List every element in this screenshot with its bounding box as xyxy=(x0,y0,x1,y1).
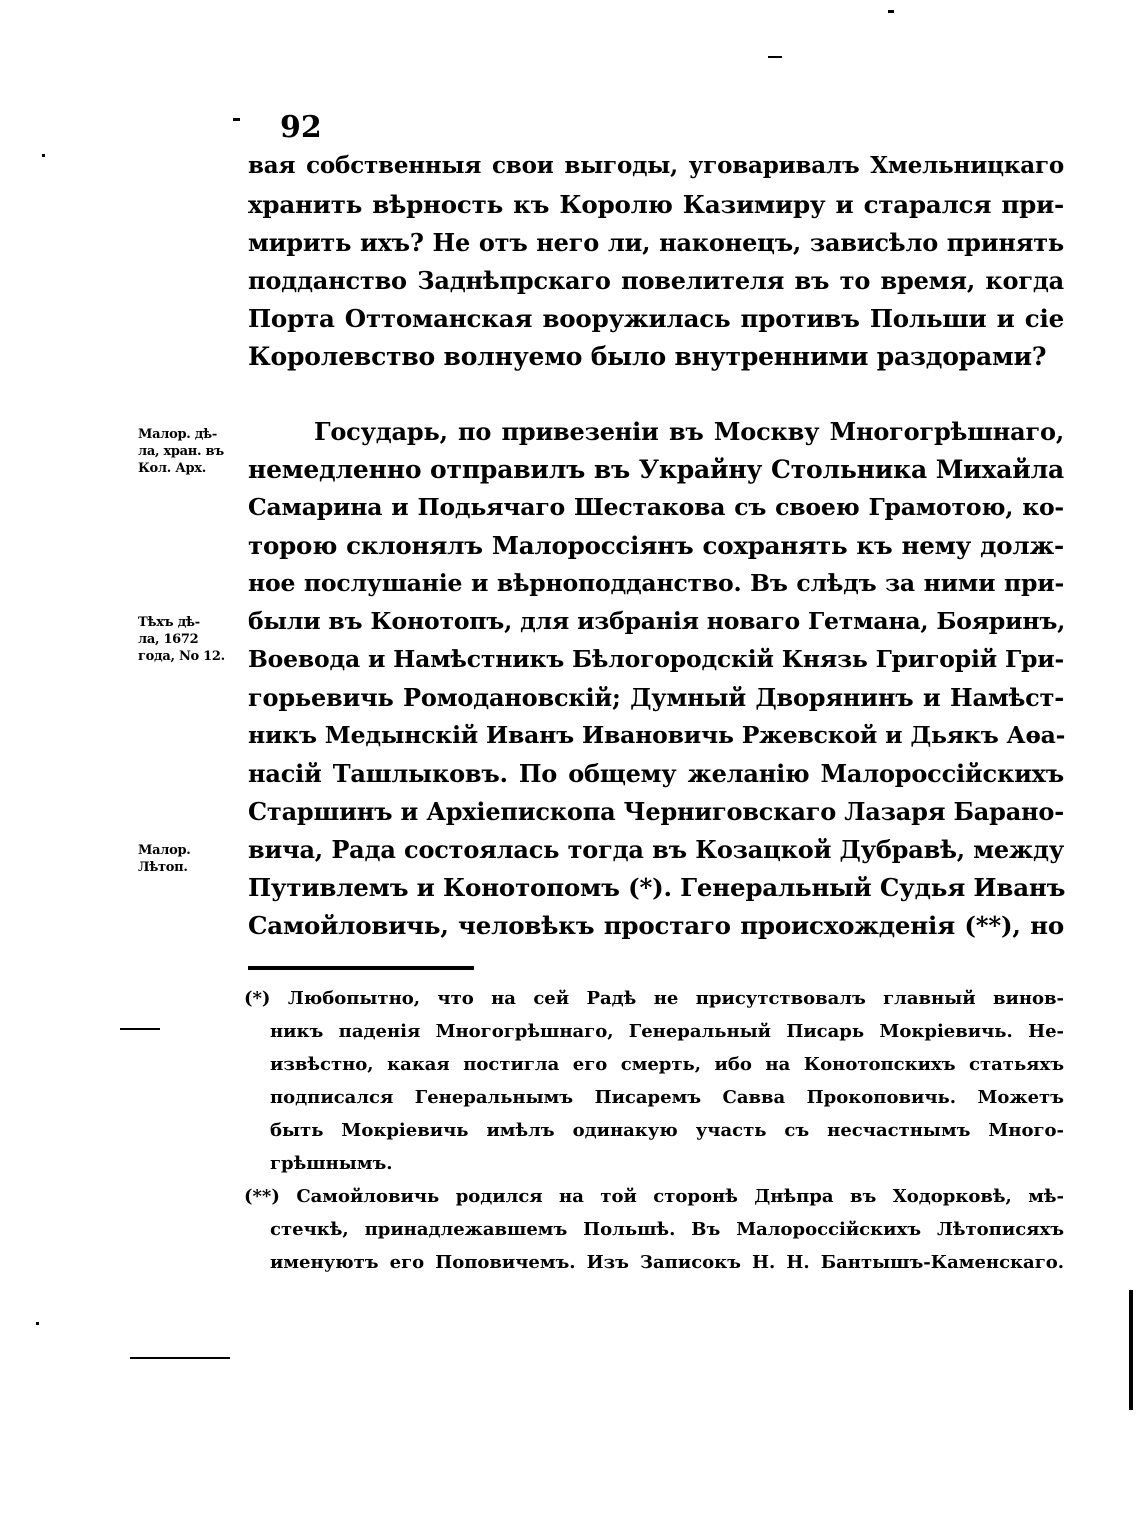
paragraph-line: Самойловичь, человѣкъ простаго происхожденія (**), но xyxy=(248,911,1064,940)
margin-note-line: года, No 12. xyxy=(138,649,225,664)
margin-note-line: Кол. Арх. xyxy=(138,461,206,476)
margin-note-line: ла, 1672 xyxy=(138,632,199,647)
footnote-line: именуютъ его Поповичемъ. Изъ Записокъ Н. Н. Бантышъ-Каменскаго. xyxy=(270,1252,1064,1273)
margin-note-line: Малор. xyxy=(138,843,191,858)
scan-speck xyxy=(120,1028,160,1030)
margin-note xyxy=(138,426,246,477)
paragraph-line: мирить ихъ? Не отъ него ли, наконецъ, зависѣло принять xyxy=(248,228,1064,257)
margin-note-line: Лѣтоп. xyxy=(138,860,188,875)
paragraph-line: вая собственныя свои выгоды, уговаривалъ Хмельницкаго xyxy=(248,152,1064,179)
margin-note-line: ла, хран. въ xyxy=(138,444,224,459)
footnote-line: никъ паденія Многогрѣшнаго, Генеральный Писарь Мокріевичь. Не- xyxy=(270,1021,1064,1042)
margin-note xyxy=(138,842,246,876)
paragraph-line: никъ Медынскій Иванъ Ивановичь Ржевской и Дьякъ Аѳа- xyxy=(248,721,1066,749)
paragraph-line: Путивлемъ и Конотопомъ (*). Генеральный Судья Иванъ xyxy=(248,873,1066,902)
paragraph-line: Порта Оттоманская вооружилась противъ Польши и сіе xyxy=(248,304,1064,333)
scan-speck xyxy=(768,56,782,58)
page-number: 92 xyxy=(280,110,322,145)
paragraph-line: подданство Заднѣпрскаго повелителя въ то время, когда xyxy=(248,266,1064,295)
scan-speck xyxy=(888,10,894,13)
footnote-line: быть Мокріевичь имѣлъ одинакую участь съ несчастнымъ Много- xyxy=(270,1120,1064,1141)
footnote-line: стечкѣ, принадлежавшемъ Польшѣ. Въ Малороссійскихъ Лѣтописяхъ xyxy=(270,1219,1064,1240)
margin-note-line: Малор. дѣ- xyxy=(138,427,217,442)
paragraph-line: насій Ташлыковъ. По общему желанію Малороссійскихъ xyxy=(248,759,1064,788)
footnote-line: подписался Генеральнымъ Писаремъ Савва Прокоповичь. Можетъ xyxy=(270,1087,1064,1108)
paragraph-line: ное послушаніе и вѣрноподданство. Въ слѣдъ за ними при- xyxy=(248,569,1064,597)
margin-note-line: Тѣхъ дѣ- xyxy=(138,615,200,630)
footnote-line: (*) Любопытно, что на сей Радѣ не присутствовалъ главный винов- xyxy=(244,988,1064,1009)
scan-speck xyxy=(233,118,240,121)
paragraph-line: были въ Конотопъ, для избранія новаго Гетмана, Бояринъ, xyxy=(248,607,1066,635)
paragraph-line: Самарина и Подьячаго Шестакова съ своею Грамотою, ко- xyxy=(248,493,1064,521)
paragraph-line: Государь, по привезеніи въ Москву Многогрѣшнаго, xyxy=(314,417,1064,446)
paragraph-line: Воевода и Намѣстникъ Бѣлогородскій Князь Григорій Гри- xyxy=(248,645,1064,673)
margin-note xyxy=(138,614,246,665)
scan-speck xyxy=(42,154,45,157)
footnote-line: грѣшнымъ. xyxy=(270,1153,393,1174)
paragraph-line: хранить вѣрность къ Королю Казимиру и старался при- xyxy=(248,190,1064,219)
footnote-line: извѣстно, какая постигла его смерть, ибо на Конотопскихъ статьяхъ xyxy=(270,1054,1064,1075)
scan-speck xyxy=(1129,1290,1133,1410)
paragraph-line: Старшинъ и Архіепископа Черниговскаго Лазаря Барано- xyxy=(248,797,1064,826)
paragraph-line: вича, Рада состоялась тогда въ Козацкой Дубравѣ, между xyxy=(248,835,1064,864)
paragraph-line: торою склонялъ Малороссіянъ сохранять къ нему долж- xyxy=(248,531,1064,560)
paragraph-line: немедленно отправилъ въ Украйну Стольника Михайла xyxy=(248,455,1064,484)
footnote-line: (**) Самойловичь родился на той сторонѣ Днѣпра въ Ходорковѣ, мѣ- xyxy=(244,1186,1064,1207)
footnote-rule xyxy=(248,966,474,970)
scan-speck xyxy=(36,1322,39,1325)
paragraph-line: горьевичь Ромодановскій; Думный Дворянинъ и Намѣст- xyxy=(248,683,1064,712)
scan-speck xyxy=(130,1357,230,1359)
paragraph-line: Королевство волнуемо было внутренними раздорами? xyxy=(248,342,1047,371)
